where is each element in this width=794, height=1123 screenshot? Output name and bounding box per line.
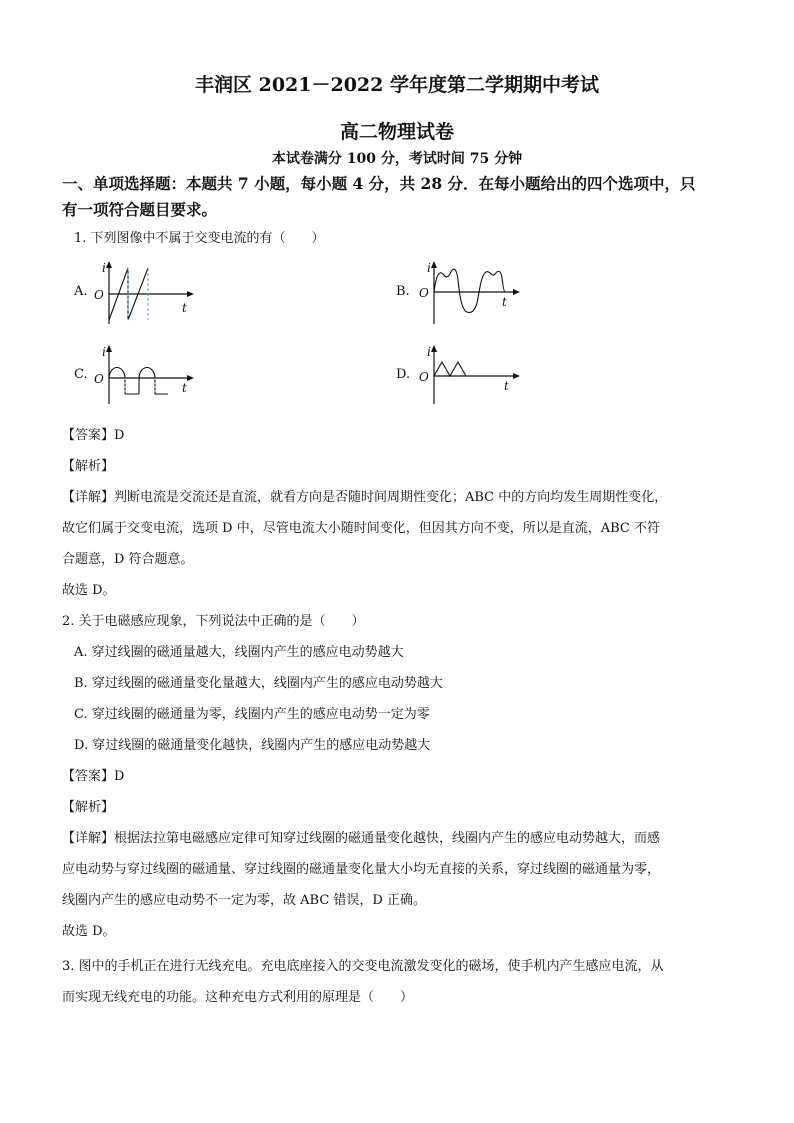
y-axis-label: i	[102, 261, 106, 275]
q1-graph-c	[88, 342, 198, 408]
q2-option-d: D. 穿过线圈的磁通量变化越快，线圈内产生的感应电动势越大	[74, 738, 431, 753]
x-axis-label: t	[502, 295, 507, 309]
q2-detail-line1: 【详解】根据法拉第电磁感应定律可知穿过线圈的磁通量变化越快，线圈内产生的感应电动势越大，而感	[62, 831, 661, 846]
origin-label: O	[94, 288, 104, 302]
q1-option-a-label: A.	[74, 284, 88, 299]
exam-info: 本试卷满分 100 分，考试时间 75 分钟	[271, 151, 523, 167]
q2-analysis-label: 【解析】	[62, 800, 115, 815]
distorted-wave	[434, 269, 505, 312]
q2-conclusion: 故选 D。	[62, 924, 116, 939]
q1-option-d-label: D.	[396, 367, 411, 382]
triangle-wave	[434, 362, 466, 376]
half-arc	[139, 368, 155, 379]
q2-detail-line2: 应电动势与穿过线圈的磁通量、穿过线圈的磁通量变化量大小均无直接的关系，穿过线圈的磁通量为零，	[62, 862, 661, 877]
exam-title: 丰润区 2021－2022 学年度第二学期期中考试	[195, 74, 599, 96]
square-pulse	[125, 378, 139, 394]
q1-detail-line3: 合题意，D 符合题意。	[62, 552, 194, 567]
q1-option-b-label: B.	[396, 284, 410, 299]
q3-stem-line2: 而实现无线充电的功能。这种充电方式利用的原理是（ ）	[62, 990, 414, 1005]
q3-stem-line1: 3. 图中的手机正在进行无线充电。充电底座接入的交变电流激发变化的磁场，使手机内产生感应电流，从	[62, 959, 664, 974]
origin-label: O	[419, 286, 429, 300]
x-axis-label: t	[182, 301, 187, 315]
q2-option-a: A. 穿过线圈的磁通量越大，线圈内产生的感应电动势越大	[74, 645, 404, 660]
q1-stem: 1. 下列图像中不属于交变电流的有（ ）	[74, 231, 325, 246]
x-axis-label: t	[182, 381, 187, 395]
q2-option-c: C. 穿过线圈的磁通量为零，线圈内产生的感应电动势一定为零	[74, 707, 430, 722]
y-axis-label: i	[427, 261, 431, 275]
y-axis-label: i	[102, 345, 106, 359]
x-axis-label: t	[504, 379, 509, 393]
q1-graph-b	[412, 258, 524, 326]
q2-stem: 2. 关于电磁感应现象，下列说法中正确的是（ ）	[62, 614, 365, 629]
q1-analysis-label: 【解析】	[62, 459, 115, 474]
q2-answer: 【答案】D	[62, 769, 125, 784]
section-heading-line1: 一、单项选择题：本题共 7 小题，每小题 4 分，共 28 分．在每小题给出的四个选项中，只	[62, 174, 696, 193]
exam-subtitle: 高二物理试卷	[339, 121, 454, 143]
y-axis-label: i	[427, 345, 431, 359]
q1-option-c-label: C.	[74, 367, 88, 382]
origin-label: O	[419, 370, 429, 384]
q1-graph-d	[412, 342, 524, 408]
square-pulse	[155, 378, 168, 394]
half-arc	[109, 368, 125, 379]
q1-detail-line1: 【详解】判断电流是交流还是直流，就看方向是否随时间周期性变化；ABC 中的方向均发生周期性变化，	[62, 490, 668, 505]
q2-detail-line3: 线圈内产生的感应电动势不一定为零，故 ABC 错误，D 正确。	[62, 893, 426, 908]
q1-detail-line2: 故它们属于交变电流，选项 D 中，尽管电流大小随时间变化，但因其方向不变，所以是直流，ABC 不符	[62, 521, 660, 536]
q1-conclusion: 故选 D。	[62, 583, 116, 598]
section-heading-line2: 有一项符合题目要求。	[62, 200, 218, 219]
q1-graph-a	[88, 258, 198, 326]
q2-option-b: B. 穿过线圈的磁通量变化量越大，线圈内产生的感应电动势越大	[74, 676, 443, 691]
q1-answer: 【答案】D	[62, 428, 125, 443]
origin-label: O	[94, 372, 104, 386]
